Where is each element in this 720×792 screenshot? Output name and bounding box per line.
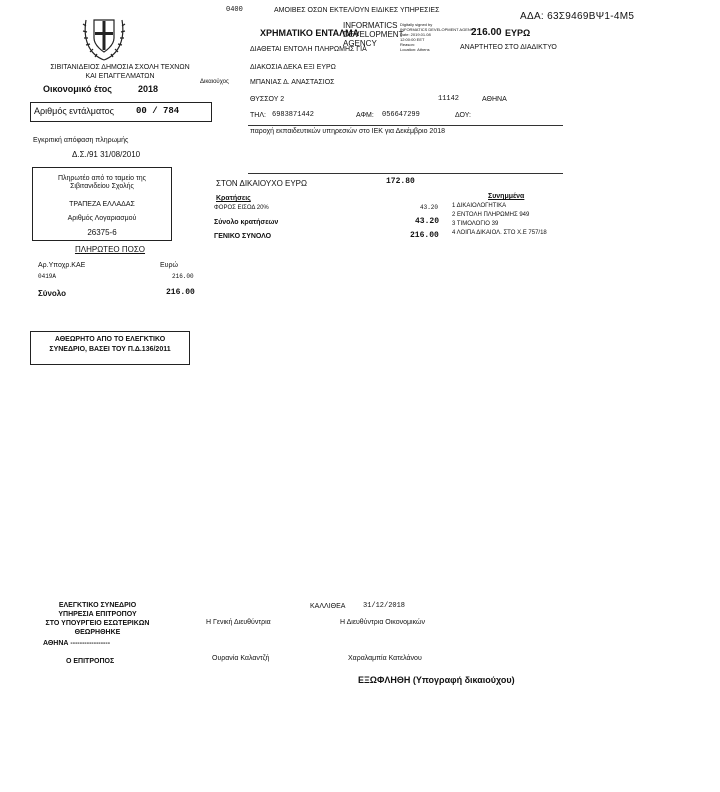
court-line2: ΥΠΗΡΕΣΙΑ ΕΠΙΤΡΟΠΟΥ <box>58 611 137 618</box>
service-header: ΑΜΟΙΒΕΣ ΟΣΩΝ ΕΚΤΕΛ/ΟΥΝ ΕΙΔΙΚΕΣ ΥΠΗΡΕΣΙΕΣ <box>274 7 440 14</box>
attachment-item: 3 ΤΙΜΟΛΟΓΙΟ 39 <box>452 221 499 227</box>
greek-emblem-icon <box>80 8 128 64</box>
court-line1: ΕΛΕΓΚΤΙΚΟ ΣΥΝΕΔΡΙΟ <box>58 602 137 609</box>
deductions-header: Κρατήσεις <box>216 195 251 202</box>
audit-line2: ΣΥΝΕΔΡΙΟ, ΒΑΣΕΙ ΤΟΥ Π.Δ.136/2011 <box>49 346 171 353</box>
stamp-detail: 12:00:00 EET <box>400 37 425 42</box>
stamp-detail: Date: 2019.01.08 <box>400 32 431 37</box>
kae-total-amount: 216.00 <box>166 288 195 297</box>
payment-line1: Πληρωτέο από το ταμείο της <box>57 175 147 182</box>
court-line3: ΣΤΟ ΥΠΟΥΡΓΕΙΟ ΕΣΩΤΕΡΙΚΩΝ <box>45 620 150 627</box>
phone-label: ΤΗΛ: <box>250 112 266 119</box>
to-beneficiary-amount: 172.80 <box>386 177 415 186</box>
kae-col1-header: Αρ.Υποχρ.ΚΑΕ <box>38 262 86 269</box>
attachment-item: 4 ΛΟΙΠΑ ΔΙΚΑΙΟΛ. ΣΤΟ Χ.Ε 757/18 <box>452 230 547 236</box>
divider <box>248 173 563 174</box>
kae-row-code: 0419Α <box>38 273 57 280</box>
beneficiary-postal-code: 11142 <box>438 95 460 103</box>
grand-total-label: ΓΕΝΙΚΟ ΣΥΝΟΛΟ <box>214 233 272 240</box>
beneficiary-activity: ΔΙΑΚΟΣΙΑ ΔΕΚΑ ΕΞΙ ΕΥΡΩ <box>250 64 336 71</box>
tax-label: ΦΟΡΟΣ ΕΙΣΟΔ 20% <box>214 205 269 211</box>
phone-value: 6983871442 <box>272 111 315 119</box>
amount-header: 216.00 <box>471 27 502 38</box>
audit-line1: ΑΘΕΩΡΗΤΟ ΑΠΟ ΤΟ ΕΛΕΓΚΤΙΚΟ <box>54 336 166 343</box>
stamp-detail: INFORMATICS DEVELOPMENT AGENCY <box>400 27 477 32</box>
doy-label: ΔΟΥ: <box>455 112 471 119</box>
stamp-line-2: DEVELOPMENT <box>343 30 404 39</box>
attachment-item: 1 ΔΙΚΑΙΟΛΟΓΗΤΙΚΑ <box>452 203 507 209</box>
currency-euro: ΕΥΡΩ <box>505 28 531 38</box>
attachments-header: Συνημμένα <box>488 193 525 200</box>
ada-code: ΑΔΑ: 63Σ9469ΒΨ1-4Μ5 <box>520 11 635 22</box>
beneficiary-name: ΜΠΑΝΙΑΣ Δ. ΑΝΑΣΤΑΣΙΟΣ <box>250 79 335 86</box>
order-number-label: Αριθμός εντάλματος <box>34 106 114 116</box>
deductions-total-amount: 43.20 <box>415 217 440 226</box>
payable-header: ΠΛΗΡΩΤΕΟ ΠΟΣΟ <box>74 245 146 254</box>
audit-box <box>30 331 190 365</box>
court-line5: ΑΘΗΝΑ ----------------- <box>43 640 111 647</box>
kae-col2-header: Ευρώ <box>160 262 178 269</box>
order-number: 00 / 784 <box>136 106 180 116</box>
paid-signature-label: ΕΞΩΦΛΗΘΗ (Υπογραφή δικαιούχου) <box>358 675 515 685</box>
beneficiary-address: ΘΥΣΣΟΥ 2 <box>250 96 285 103</box>
tax-amount: 43.20 <box>420 204 439 211</box>
divider <box>248 125 563 126</box>
finance-director-label: Η Διευθύντρια Οικονομικών <box>340 619 425 626</box>
stamp-detail: Reason: <box>400 42 415 47</box>
footer-date: 31/12/2018 <box>363 602 406 610</box>
stamp-line-3: AGENCY <box>343 39 377 48</box>
publish-label: ΑΝΑΡΤΗΤΕΟ ΣΤΟ ΔΙΑΔΙΚΤΥΟ <box>460 44 557 51</box>
account-number: 26375-6 <box>87 228 117 237</box>
fiscal-year-label: Οικονομικό έτος <box>43 84 112 94</box>
stamp-detail: Location: Athens <box>400 47 430 52</box>
beneficiary-city: ΑΘΗΝΑ <box>482 96 507 103</box>
afm-value: 056647299 <box>382 111 420 119</box>
bank-name: ΤΡΑΠΕΖΑ ΕΛΛΑΔΑΣ <box>69 201 135 208</box>
payment-line2: Σιβιτανιδείου Σχολής <box>70 183 134 190</box>
payment-source-box <box>32 167 172 241</box>
finance-director-name: Χαραλαμπία Κατελάνου <box>348 655 422 662</box>
general-director-name: Ουρανία Καλαντζή <box>212 655 270 662</box>
order-number-box <box>30 102 212 122</box>
deductions-total-label: Σύνολο κρατήσεων <box>214 219 279 226</box>
school-name-line1: ΣΙΒΙΤΑΝΙΔΕΙΟΣ ΔΗΜΟΣΙΑ ΣΧΟΛΗ ΤΕΧΝΩΝ <box>50 64 190 71</box>
kae-total-label: Σύνολο <box>38 289 67 298</box>
general-director-label: Η Γενική Διευθύντρια <box>206 619 271 626</box>
to-beneficiary-label: ΣΤΟΝ ΔΙΚΑΙΟΥΧΟ ΕΥΡΩ <box>216 179 307 188</box>
footer-place: ΚΑΛΛΙΘΕΑ <box>310 603 346 610</box>
stamp-line-1: INFORMATICS <box>343 21 398 30</box>
kae-row-amount: 216.00 <box>172 273 194 280</box>
grand-total-amount: 216.00 <box>410 231 439 240</box>
payment-purpose: παροχή εκπαιδευτικών υπηρεσιών στο ΙΕΚ για Δεκέμβριο 2018 <box>250 128 445 135</box>
approval-value: Δ.Σ./91 31/08/2010 <box>72 150 141 159</box>
stamp-detail: Digitally signed by <box>400 22 433 27</box>
afm-label: ΑΦΜ: <box>356 112 374 119</box>
account-label: Αριθμός Λογαριασμού <box>67 215 137 222</box>
beneficiary-label: Δικαιούχος <box>200 79 229 85</box>
instruction-line: ΔΙΑΘΕΤΑΙ ΕΝΤΟΛΗ ΠΛΗΡΩΜΗΣ ΓΙΑ <box>250 46 367 53</box>
code-0400: 0400 <box>226 6 243 14</box>
attachment-item: 2 ΕΝΤΟΛΗ ΠΛΗΡΩΜΗΣ 949 <box>452 212 530 218</box>
school-name-line2: ΚΑΙ ΕΠΑΓΓΕΛΜΑΤΩΝ <box>85 73 155 80</box>
document-title: ΧΡΗΜΑΤΙΚΟ ΕΝΤΑΛΜΑ <box>260 28 360 38</box>
approval-label: Εγκριτική απόφαση πληρωμής <box>33 137 129 144</box>
fiscal-year: 2018 <box>138 84 159 94</box>
court-line6: Ο ΕΠΙΤΡΟΠΟΣ <box>66 658 115 665</box>
court-line4: ΘΕΩΡΗΘΗΚΕ <box>74 629 121 636</box>
